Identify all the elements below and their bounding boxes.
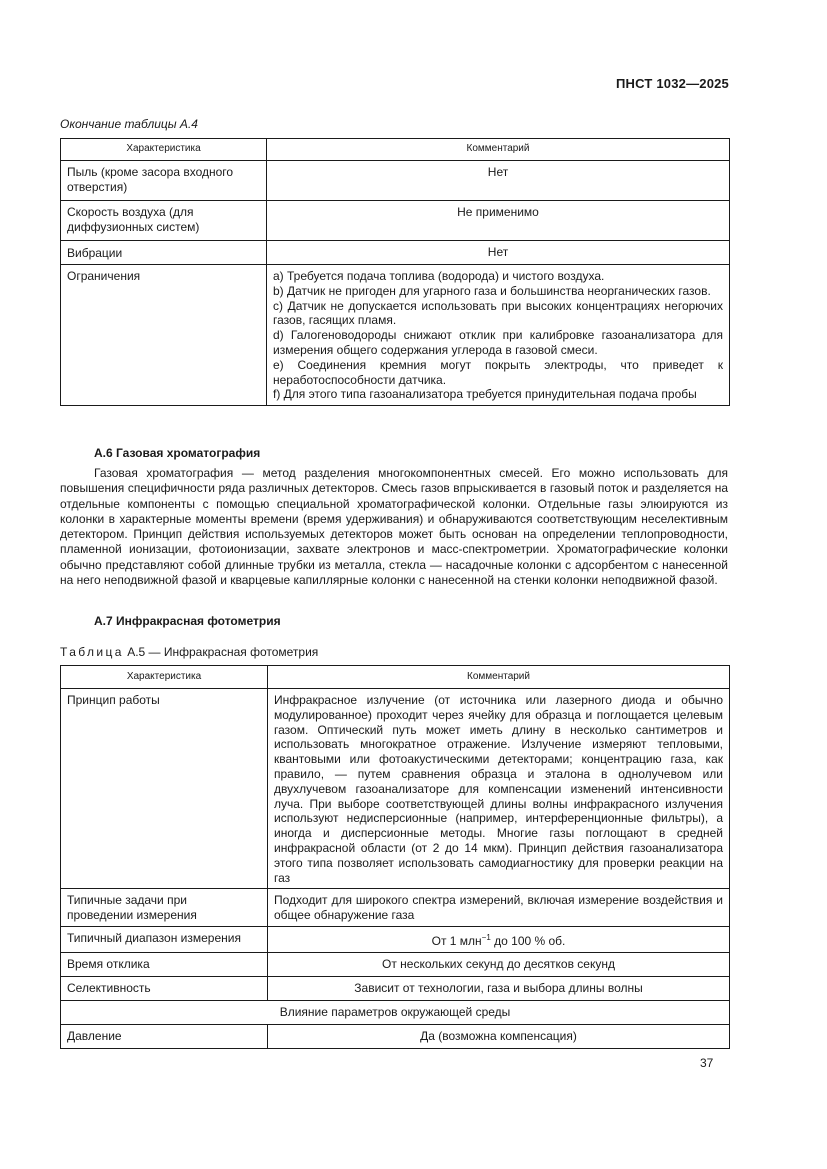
characteristic-cell: Скорость воздуха (для диффузионных систем) — [61, 201, 267, 241]
column-header-characteristic: Характеристика — [61, 139, 267, 161]
characteristic-cell: Давление — [61, 1024, 268, 1048]
table-row — [61, 926, 730, 952]
limitation-item: c) Датчик не допускается использовать при высоких концентрациях негорючих газов, гасящих пламя. — [273, 298, 723, 328]
column-header-comment: Комментарий — [267, 139, 730, 161]
table-row — [61, 952, 730, 976]
table-a4-caption: Окончание таблицы А.4 — [60, 117, 198, 131]
comment-cell: От нескольких секунд до десятков секунд — [268, 952, 730, 976]
characteristic-cell: Пыль (кроме засора входного отверстия) — [61, 161, 267, 201]
table-row — [61, 689, 730, 889]
characteristic-cell: Принцип работы — [61, 689, 268, 889]
table-a5-caption-word: Таблица — [60, 645, 124, 659]
table-row — [61, 241, 730, 265]
section-a7-title: А.7 Инфракрасная фотометрия — [94, 614, 281, 628]
table-a5-caption-text: А.5 — Инфракрасная фотометрия — [127, 645, 319, 659]
characteristic-cell: Ограничения — [61, 265, 267, 406]
comment-cell: Зависит от технологии, газа и выбора длины волны — [268, 976, 730, 1000]
comment-cell: Нет — [267, 161, 730, 201]
table-a4 — [60, 138, 730, 406]
column-header-characteristic: Характеристика — [61, 666, 268, 689]
comment-cell: Да (возможна компенсация) — [268, 1024, 730, 1048]
characteristic-cell: Типичный диапазон измерения — [61, 926, 268, 952]
comment-cell-list — [267, 265, 730, 406]
table-row — [61, 201, 730, 241]
document-code: ПНСТ 1032—2025 — [616, 76, 729, 91]
characteristic-cell: Вибрации — [61, 241, 267, 265]
comment-cell: Не применимо — [267, 201, 730, 241]
table-row — [61, 265, 730, 406]
table-row — [61, 976, 730, 1000]
comment-cell: Нет — [267, 241, 730, 265]
table-row — [61, 889, 730, 927]
characteristic-cell: Типичные задачи при проведении измерения — [61, 889, 268, 927]
section-a6-paragraph: Газовая хроматография — метод разделения многокомпонентных смесей. Его можно использовать для повышения специфичности ряда различных детекторов. Смесь газов впрыскивается в газовый поток и разделяется на отдельные компоненты с помощью специальной хроматографической колонки. Отдельные газы элюируются из колонки в характерные моменты времени (время удерживания) и обнаруживаются соответствующим неселективным детектором. Принцип действия используемых детекторов может быть основан на определении теплопроводности, пламенной ионизации, фотоионизации, захвате электронов и масс-спектрометрии. Хроматографические колонки обычно представляют собой длинные трубки из металла, стекла — насадочные колонки с адсорбентом с нанесенной на него неподвижной фазой и кварцевые капиллярные колонки с нанесенной на стенки колонки неподвижной фазой. — [60, 466, 728, 587]
range-text-superscript: −1 — [481, 932, 491, 942]
limitation-item: d) Галогеноводороды снижают отклик при калибровке газоанализатора для измерения общего содержания углерода в газовой смеси. — [273, 328, 723, 357]
section-a6-title: А.6 Газовая хроматография — [94, 446, 261, 460]
table-row-span — [61, 1000, 730, 1024]
table-header-row — [61, 139, 730, 161]
table-row — [61, 1024, 730, 1048]
characteristic-cell: Время отклика — [61, 952, 268, 976]
measurement-range-cell — [268, 926, 730, 952]
comment-cell: Подходит для широкого спектра измерений, включая измерение воздействия и общее обнаружение газа — [268, 889, 730, 927]
limitation-item: f) Для этого типа газоанализатора требуется принудительная подача пробы — [273, 387, 697, 402]
limitation-item: a) Требуется подача топлива (водорода) и чистого воздуха. — [273, 269, 605, 283]
table-a5 — [60, 665, 730, 1049]
environment-influence-header: Влияние параметров окружающей среды — [61, 1000, 730, 1024]
page-number: 37 — [700, 1056, 714, 1070]
characteristic-cell: Селективность — [61, 976, 268, 1000]
comment-cell: Инфракрасное излучение (от источника или лазерного диода и обычно модулированное) проходит через ячейку для образца и поглощается целевым газом. Оптический путь может иметь длину в несколько сантиметров и использовать многократное отражение. Излучение измеряют тепловыми, квантовыми или фотоакустическими детекторами; концентрацию газа, как правило, — путем сравнения образца и эталона в однолучевом или двухлучевом газоанализаторе для компенсации изменений интенсивности луча. При выборе соответствующей длины волны инфракрасного излучения используют недисперсионные (например, интерференционные фильтры), а иногда и дисперсионные методы. Многие газы поглощают в средней инфракрасной области (от 2 до 14 мкм). Принцип действия газоанализатора этого типа позволяет использовать самодиагностику для проверки реакции на газ — [268, 689, 730, 889]
column-header-comment: Комментарий — [268, 666, 730, 689]
range-text-start: От 1 млн — [431, 933, 482, 948]
limitation-item: b) Датчик не пригоден для угарного газа и большинства неорганических газов. — [273, 283, 711, 298]
table-header-row — [61, 666, 730, 689]
table-a5-caption — [60, 645, 318, 659]
limitation-item: e) Соединения кремния могут покрыть электроды, что приведет к неработоспособности датчика. — [273, 357, 723, 387]
range-text-end: до 100 % об. — [490, 933, 566, 948]
table-row — [61, 161, 730, 201]
